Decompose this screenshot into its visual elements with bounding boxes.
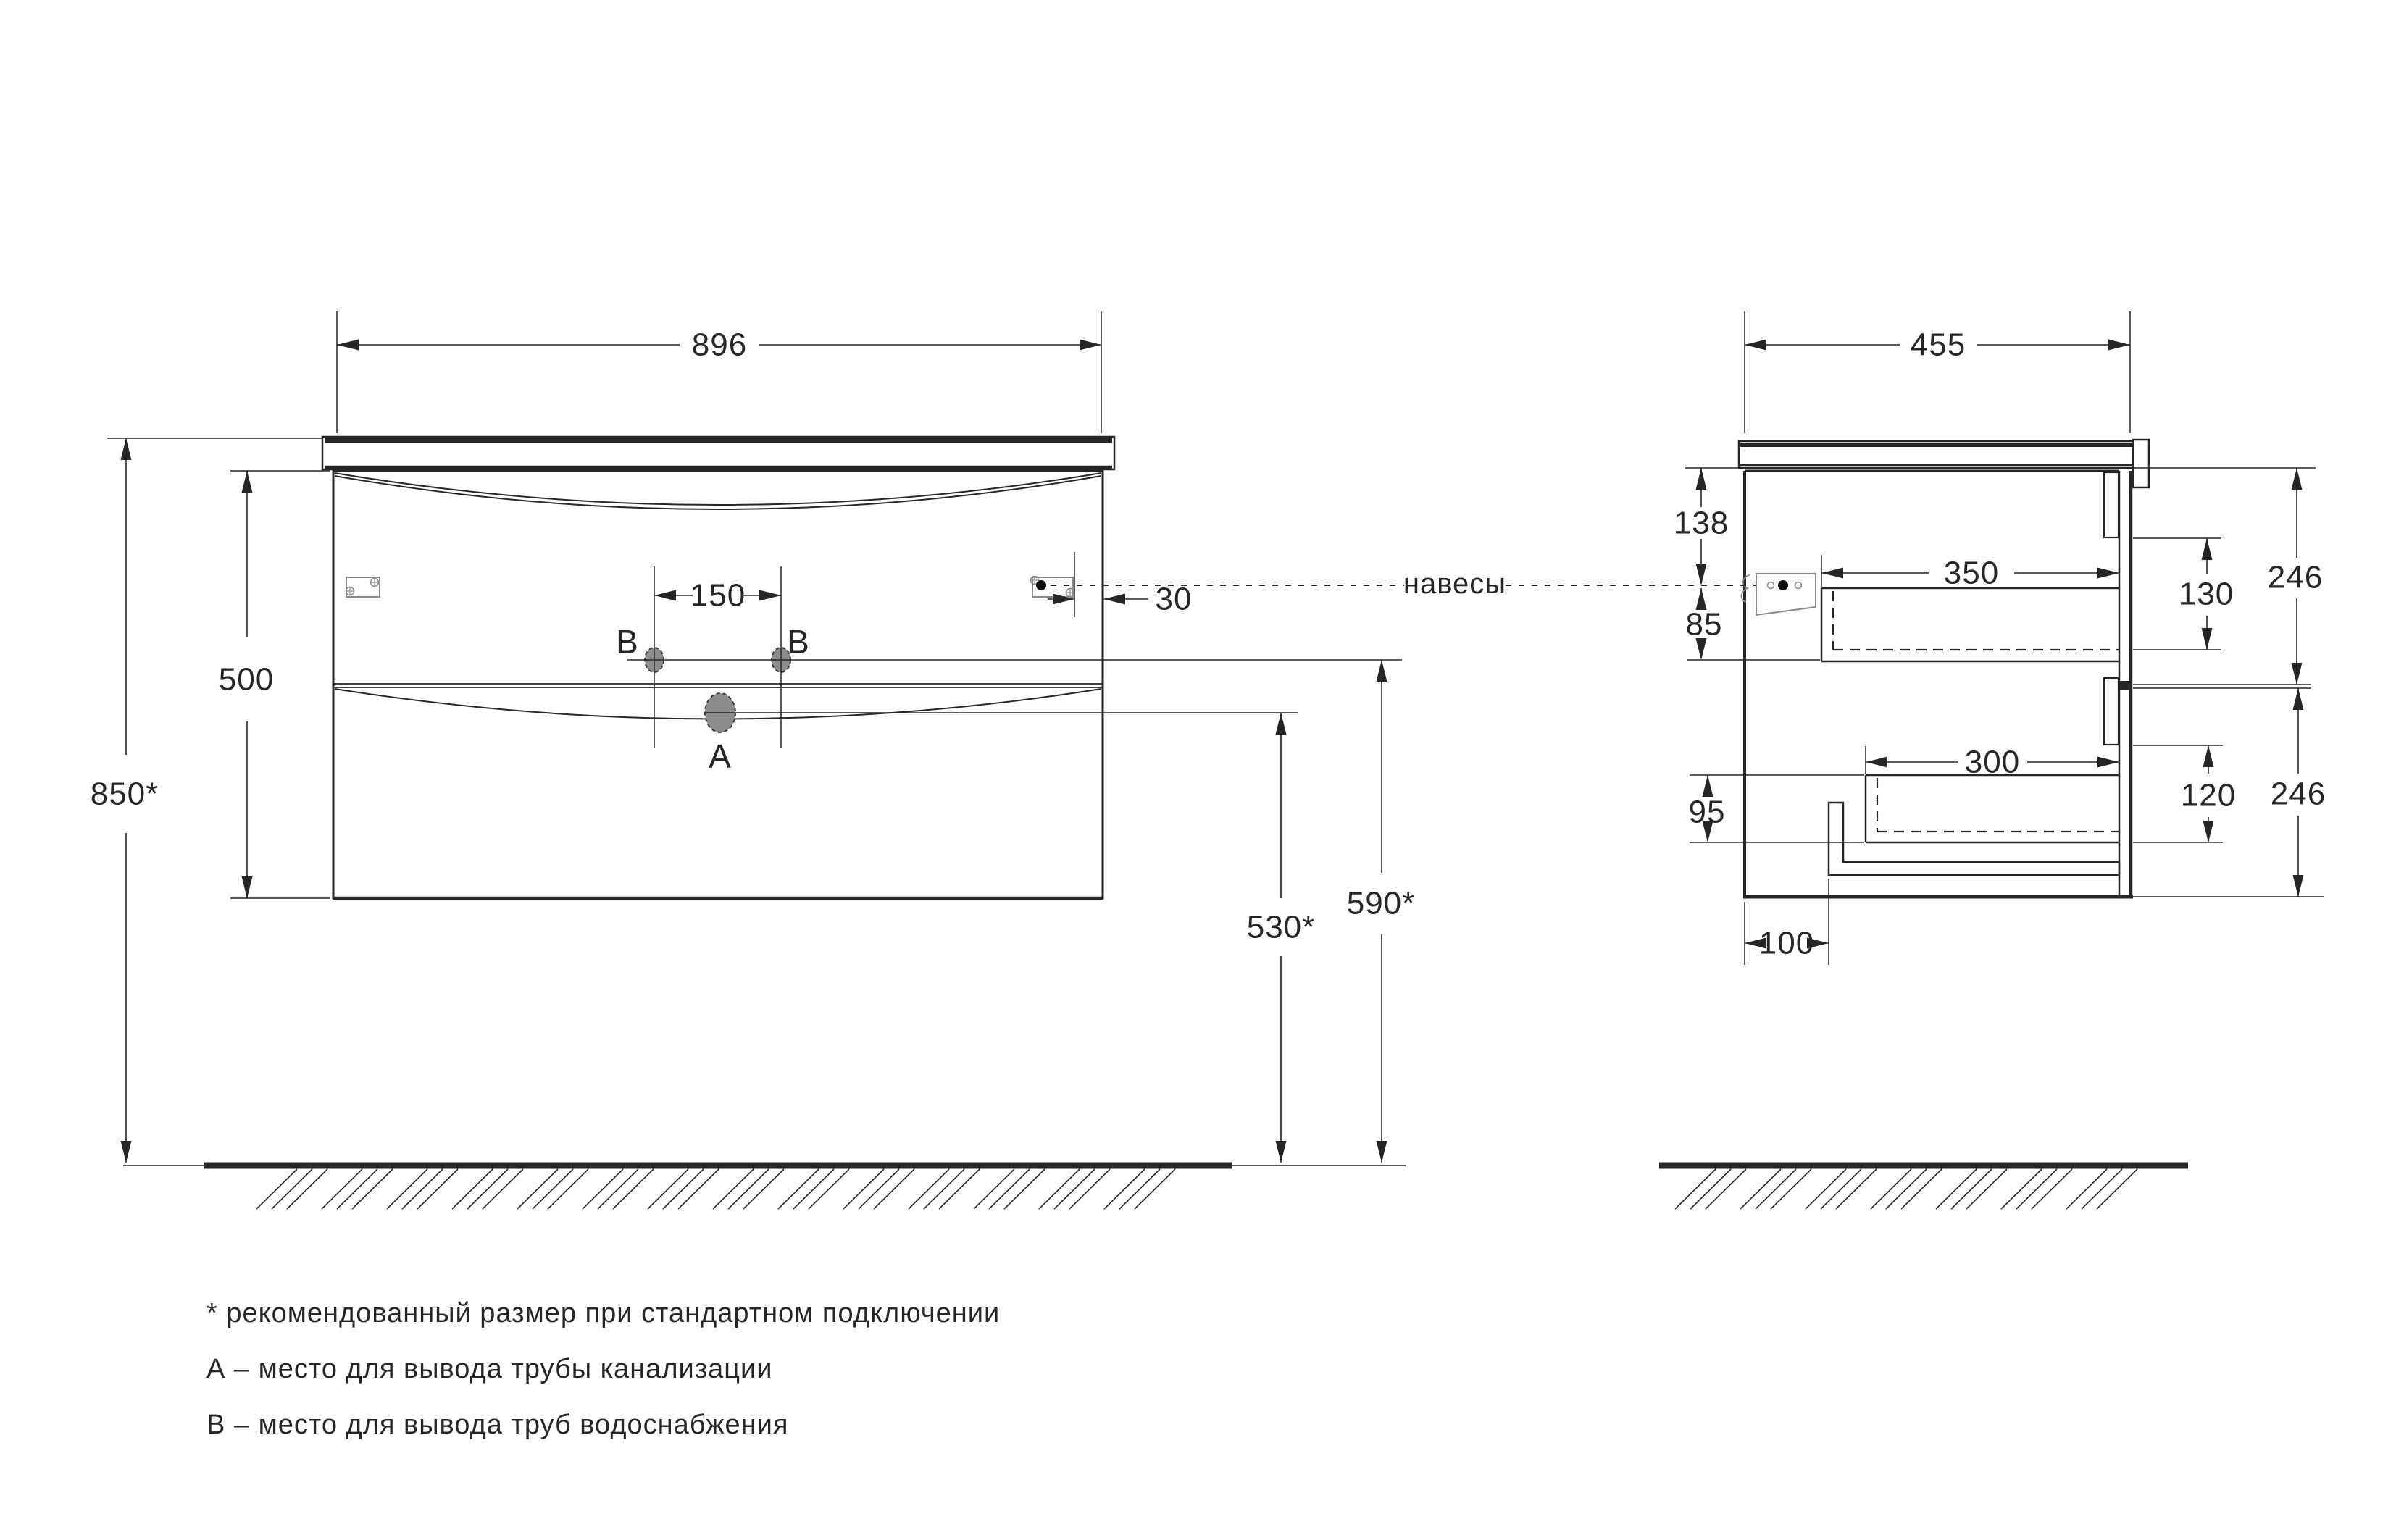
dim-hanger-to-drawer: 85 [1685,606,1723,643]
hatch-stroke [322,1169,362,1209]
hatch-stroke [598,1169,638,1209]
hatch-stroke [287,1169,327,1209]
hatch-stroke [874,1169,914,1209]
top-drawer-side [1821,588,2119,661]
hatch-stroke [713,1169,754,1209]
hatch-stroke [613,1169,654,1209]
hole-b-right-label: B [787,623,810,661]
arrowhead [121,438,132,460]
hatch-stroke [1054,1169,1095,1209]
hatch-stroke [1806,1169,1846,1209]
arrowhead [2203,821,2214,842]
arrowhead [1866,757,1887,768]
screw-icon [371,579,379,587]
bracket-body [1756,574,1816,615]
dim-hanger-offset: 30 [1155,581,1193,617]
arrowhead [2108,340,2130,351]
hatch-stroke [387,1169,427,1209]
arrowhead [1703,775,1713,797]
bracket-hole [1768,582,1774,589]
arrowhead [2292,663,2303,685]
arrowhead [1276,1141,1287,1163]
arrowhead [2202,538,2213,560]
arrowhead [2293,875,2304,897]
arrowhead [2097,757,2119,768]
screw-icon [1066,589,1074,597]
dim-top-section-height: 246 [2267,559,2324,595]
hatch-stroke [517,1169,558,1209]
drain-pipe-outline [1829,803,2119,875]
hatch-stroke [843,1169,884,1209]
hatch-stroke [1936,1169,1977,1209]
hatch-stroke [2016,1169,2057,1209]
hatch-stroke [678,1169,719,1209]
hangers-label: навесы [1403,568,1507,600]
hanger-mount-point [1036,580,1046,590]
dim-wall-height: 850* [90,776,159,812]
dim-bottom-clearance: 95 [1688,794,1726,830]
dim-top-drawer-clearance: 130 [2178,576,2234,612]
bracket-mount-point [1778,580,1788,590]
hatch-stroke [1119,1169,1160,1209]
side-view [1739,440,2149,898]
hatch-stroke [1836,1169,1877,1209]
hatch-stroke [2066,1169,2107,1209]
hatch-stroke [1871,1169,1911,1209]
arrowhead [337,340,359,351]
countertop-end-cap [2133,440,2149,487]
arrowhead [1080,340,1101,351]
hatch-stroke [2001,1169,2042,1209]
hatch-stroke [1675,1169,1716,1209]
arrowhead [2097,568,2119,579]
lower-wall-rail [2104,678,2119,745]
legend [206,1298,1000,1440]
hatch-stroke [2082,1169,2122,1209]
hatch-stroke [924,1169,964,1209]
bottom-drawer-side [1866,775,2119,842]
hatch-stroke [648,1169,688,1209]
hatch-stroke [402,1169,443,1209]
hatch-stroke [939,1169,980,1209]
arrowhead [1103,594,1125,605]
hatch-stroke [909,1169,949,1209]
arrowhead [2292,468,2303,490]
hatch-stroke [793,1169,834,1209]
hatch-stroke [352,1169,393,1209]
dim-top-drawer-depth: 350 [1943,555,2000,591]
arrowhead [242,876,253,898]
bracket-hole [1795,582,1802,589]
arrowhead [242,471,253,493]
hatch-stroke [2032,1169,2072,1209]
arrowhead [1696,468,1707,490]
hatch-stroke [583,1169,623,1209]
floor-hatching [256,1169,2137,1209]
hatch-stroke [1104,1169,1145,1209]
dim-bottom-drawer-clearance: 120 [2180,777,2237,813]
hatch-stroke [467,1169,508,1209]
dim-hole-spacing: 150 [690,577,746,614]
arrowhead [1276,713,1287,735]
hatch-stroke [743,1169,784,1209]
hatch-stroke [1756,1169,1796,1209]
dim-hole-b-height: 590* [1346,885,1416,921]
hanger-bracket-side [1741,574,1816,615]
arrowhead [1377,1141,1387,1163]
hatch-stroke [337,1169,377,1209]
hatch-stroke [417,1169,458,1209]
hatch-stroke [1821,1169,1861,1209]
dim-trap-offset: 100 [1758,925,1815,961]
hatch-stroke [452,1169,493,1209]
upper-wall-rail [2104,472,2119,537]
hatch-stroke [533,1169,573,1209]
hole-b-left-label: B [616,623,639,661]
arrowhead [2293,688,2304,710]
legend-note-recommended: * рекомендованный размер при стандартном подключении [206,1298,1001,1328]
arrowhead [2202,628,2213,650]
hatch-stroke [809,1169,849,1209]
legend-note-a: А – место для вывода трубы канализации [206,1354,773,1384]
hatch-stroke [272,1169,312,1209]
hatch-stroke [483,1169,523,1209]
hatch-stroke [1135,1169,1175,1209]
dim-depth: 455 [1910,327,1966,363]
hatch-stroke [1951,1169,1992,1209]
hatch-stroke [1004,1169,1045,1209]
hatch-stroke [1069,1169,1110,1209]
floor [123,1166,2188,1209]
hatch-stroke [548,1169,588,1209]
hatch-stroke [1740,1169,1781,1209]
hatch-stroke [778,1169,819,1209]
hatch-stroke [1039,1169,1080,1209]
hatch-stroke [728,1169,769,1209]
hatch-stroke [1966,1169,2007,1209]
hatch-stroke [859,1169,899,1209]
hatch-stroke [1886,1169,1927,1209]
hatch-stroke [1690,1169,1731,1209]
screw-icon [346,587,354,595]
hatch-stroke [989,1169,1030,1209]
hatch-stroke [663,1169,704,1209]
hatch-stroke [256,1169,297,1209]
arrowhead [1377,660,1387,682]
dim-bottom-section-height: 246 [2270,776,2326,812]
dim-cabinet-height: 500 [218,661,275,698]
hatch-stroke [974,1169,1014,1209]
cabinet-body-front [333,471,1103,898]
dim-front-width: 896 [691,327,748,363]
arrowhead [1696,564,1707,585]
hole-a-label: A [709,737,732,775]
hatch-stroke [2097,1169,2137,1209]
hatch-stroke [1901,1169,1942,1209]
hatch-stroke [1706,1169,1746,1209]
dim-bottom-drawer-depth: 300 [1964,744,2021,780]
arrowhead [1745,340,1766,351]
dim-hole-a-height: 530* [1246,909,1316,945]
front-view [322,437,1114,898]
legend-note-b: В – место для вывода труб водоснабжения [206,1410,789,1440]
hatch-stroke [1771,1169,1811,1209]
arrowhead [2203,745,2214,767]
arrowhead [121,1141,132,1163]
divider-junction-block [2118,681,2132,690]
arrowhead [1821,568,1843,579]
dim-hanger-from-top: 138 [1673,505,1729,541]
